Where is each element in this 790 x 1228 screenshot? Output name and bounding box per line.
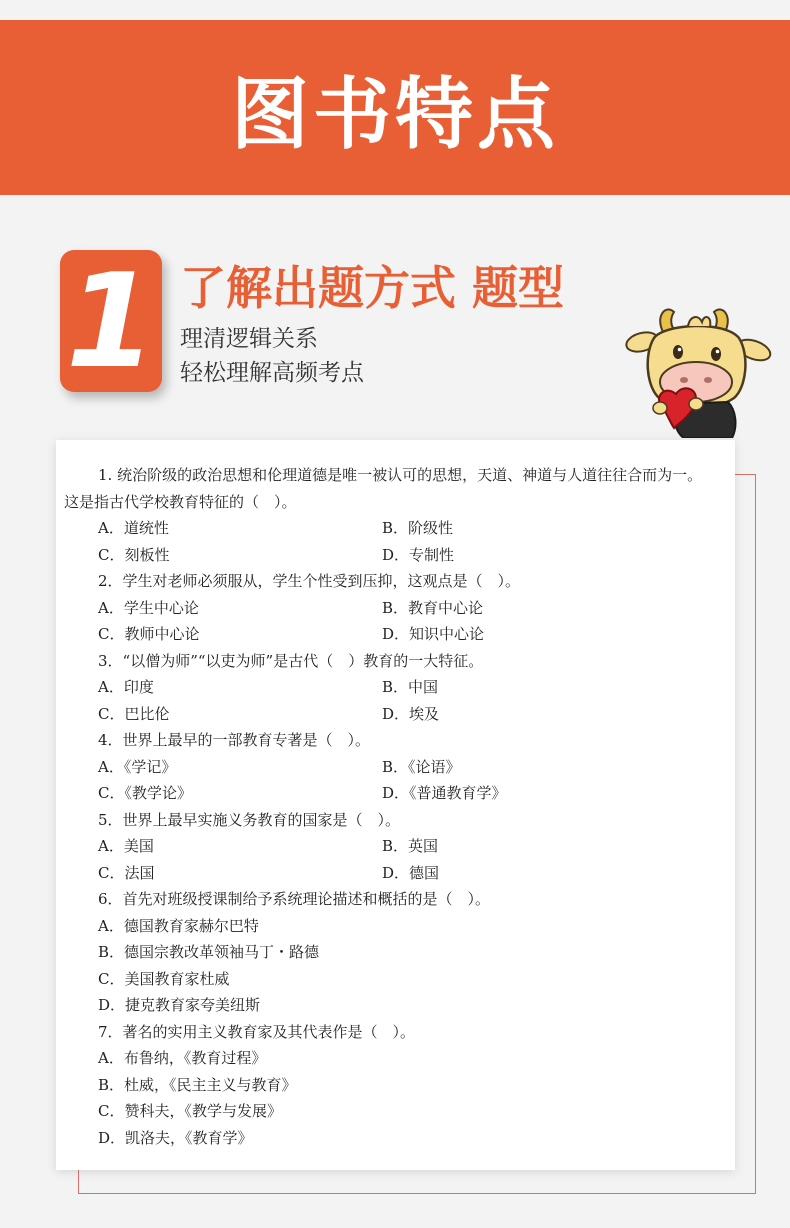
question-2-option-b: B．教育中心论 xyxy=(382,598,484,617)
question-2-option-d: D．知识中心论 xyxy=(382,625,485,643)
question-4-option-c: C．《教学论》 xyxy=(98,784,192,802)
header-banner xyxy=(0,20,790,195)
question-3-stem: 3．“以僧为师”“以吏为师”是古代（ ）教育的一大特征。 xyxy=(98,651,484,670)
question-2-stem: 2．学生对老师必须服从，学生个性受到压抑，这观点是（ ）。 xyxy=(98,572,521,590)
feature-title: 了解出题方式 题型 xyxy=(180,261,565,315)
question-5-stem: 5．世界上最早实施义务教育的国家是（ ）。 xyxy=(98,810,401,829)
question-2-options-row-2 xyxy=(56,621,735,648)
cow-mascot-illustration xyxy=(624,298,774,438)
question-7-option-c: C．赞科夫，《教学与发展》 xyxy=(98,1102,282,1120)
question-7-option-a: A．布鲁纳，《教育过程》 xyxy=(98,1049,267,1067)
question-4-options-row-2 xyxy=(56,780,735,807)
question-5-option-a: A．美国 xyxy=(98,837,154,855)
question-5-options-row-1 xyxy=(56,833,735,860)
question-6-option-a: A．德国教育家赫尔巴特 xyxy=(98,916,259,935)
question-2-option-c: C．教师中心论 xyxy=(98,625,200,643)
feature-subtitle-1: 理清逻辑关系 xyxy=(180,326,318,352)
question-7-option-d: D．凯洛夫，《教育学》 xyxy=(98,1128,253,1147)
question-6-option-d: D．捷克教育家夸美纽斯 xyxy=(98,996,261,1014)
banner-title: 图书特点 xyxy=(230,69,559,160)
question-6-option-b: B．德国宗教改革领袖马丁・路德 xyxy=(98,943,320,961)
question-3-option-d: D．埃及 xyxy=(382,704,440,723)
question-5-option-d: D．德国 xyxy=(382,863,440,882)
feature-subtitle-2: 轻松理解高频考点 xyxy=(180,360,364,386)
question-6-option-c: C．美国教育家杜威 xyxy=(98,969,230,988)
question-1-stem-continued: 这是指古代学校教育特征的（ ）。 xyxy=(64,492,297,511)
question-2-options-row-1 xyxy=(56,595,735,622)
question-4-option-b: B．《论语》 xyxy=(382,757,461,776)
question-2-option-a: A．学生中心论 xyxy=(98,598,199,617)
question-1-stem: 1. 统治阶级的政治思想和伦理道德是唯一被认可的思想，天道、神道与人道往往合而为一。 xyxy=(98,466,703,484)
question-4-option-a: A．《学记》 xyxy=(98,757,177,776)
question-sheet xyxy=(56,440,735,1170)
question-5-option-c: C．法国 xyxy=(98,863,155,882)
question-4-option-d: D．《普通教育学》 xyxy=(382,784,507,802)
question-4-options-row-1 xyxy=(56,754,735,781)
question-5-options-row-2 xyxy=(56,860,735,887)
question-5-option-b: B．英国 xyxy=(382,837,439,855)
question-3-option-c: C．巴比伦 xyxy=(98,704,170,723)
question-3-option-b: B．中国 xyxy=(382,678,439,696)
question-1-option-d: D．专制性 xyxy=(382,545,455,564)
question-1-option-b: B．阶级性 xyxy=(382,519,454,537)
question-4-stem: 4．世界上最早的一部教育专著是（ ）。 xyxy=(98,731,371,749)
question-3-options-row-2 xyxy=(56,701,735,728)
question-6-stem: 6．首先对班级授课制给予系统理论描述和概括的是（ ）。 xyxy=(98,890,491,908)
question-3-option-a: A．印度 xyxy=(98,678,154,696)
feature-number: 1 xyxy=(65,245,157,397)
question-1-options-row-1 xyxy=(56,515,735,542)
question-3-options-row-1 xyxy=(56,674,735,701)
question-7-option-b: B．杜威，《民主主义与教育》 xyxy=(98,1075,297,1094)
question-1-option-c: C．刻板性 xyxy=(98,545,170,564)
question-1-options-row-2 xyxy=(56,542,735,569)
question-1-option-a: A．道统性 xyxy=(98,519,169,537)
question-7-stem: 7．著名的实用主义教育家及其代表作是（ ）。 xyxy=(98,1022,416,1041)
feature-number-badge xyxy=(60,245,162,397)
